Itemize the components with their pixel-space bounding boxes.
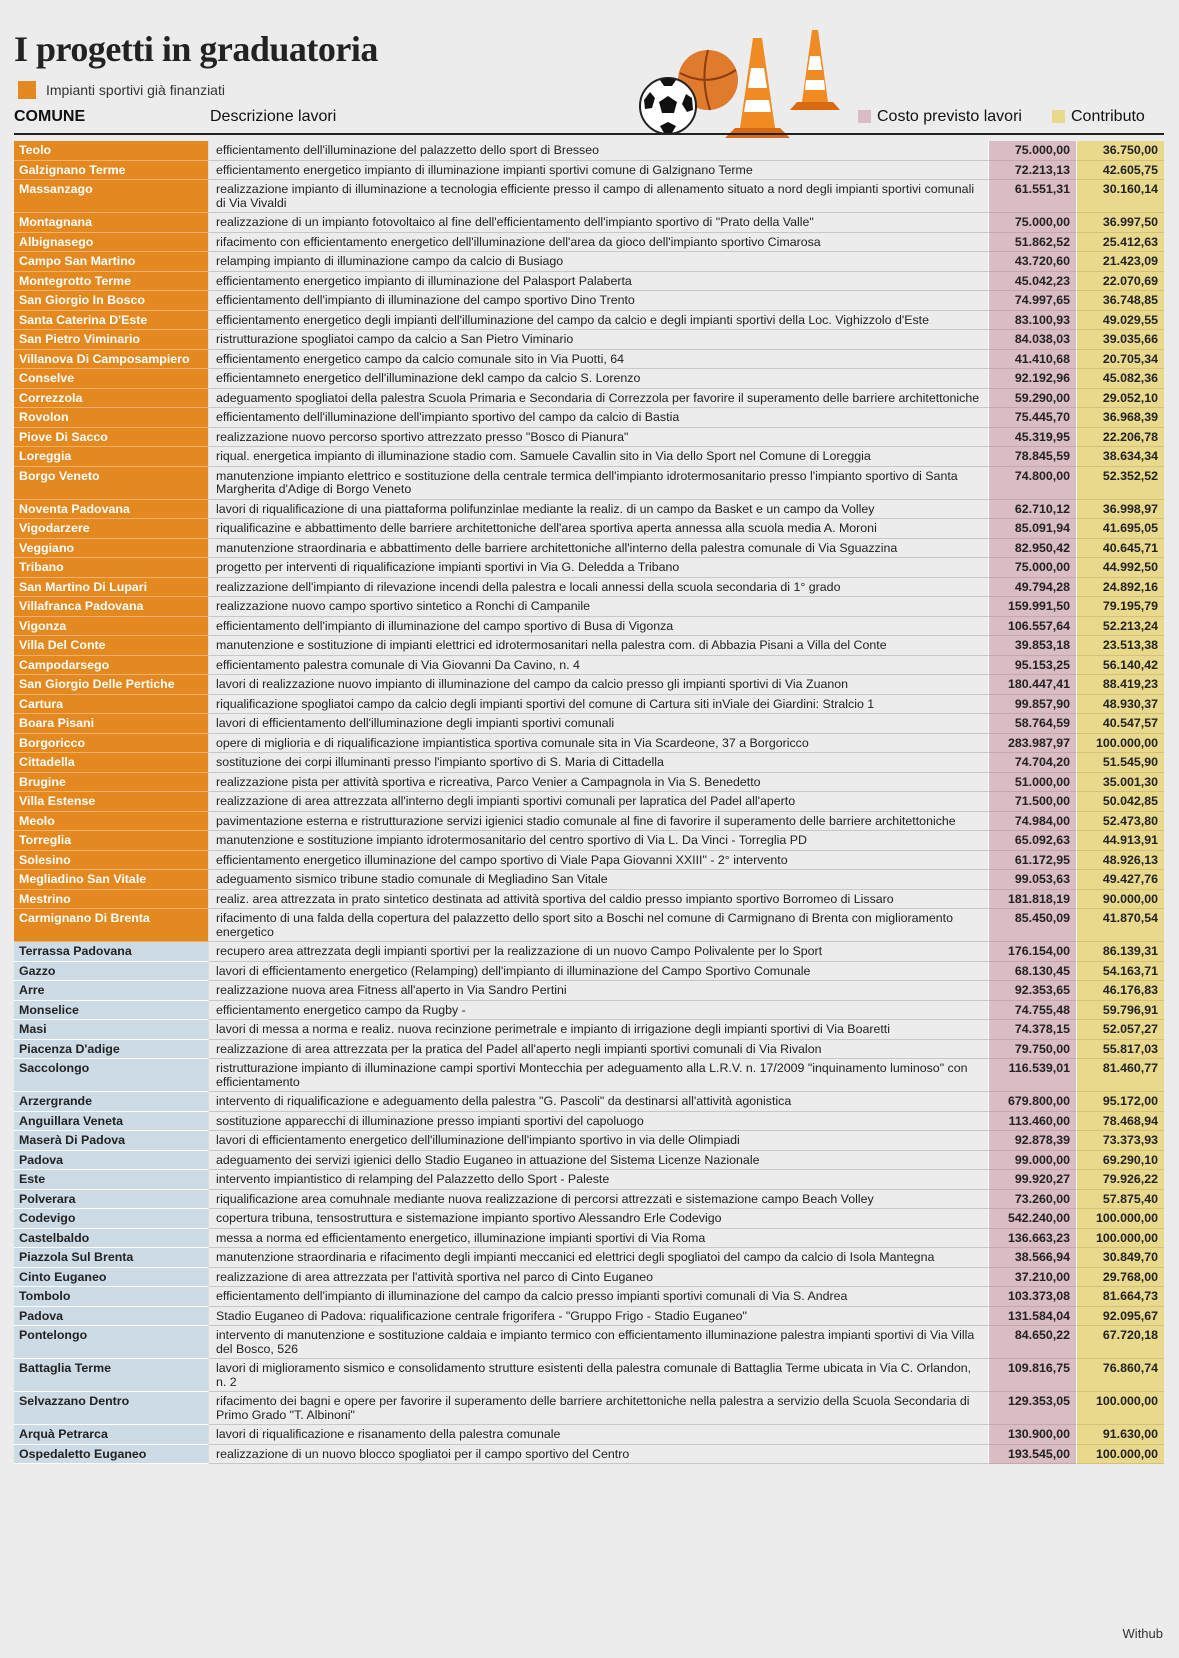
cell-costo: 58.764,59	[988, 714, 1076, 734]
cell-descrizione: manutenzione e sostituzione di impianti elettrici ed idrotermosanitari nella palestra com. di Abbazia Pisani a Villa del Conte	[209, 636, 988, 656]
cell-costo: 180.447,41	[988, 675, 1076, 695]
cell-costo: 38.566,94	[988, 1248, 1076, 1268]
cell-descrizione: ristrutturazione spogliatoi campo da calcio a San Pietro Viminario	[209, 330, 988, 350]
cell-descrizione: sostituzione apparecchi di illuminazione presso impianti sportivi del capoluogo	[209, 1112, 988, 1132]
cell-contributo: 29.052,10	[1076, 389, 1164, 409]
cell-comune: Villa Del Conte	[14, 636, 209, 656]
cell-costo: 84.650,22	[988, 1326, 1076, 1359]
cell-descrizione: realiz. area attrezzata in prato sintetico destinata ad attività sportiva del caldio presso impianto sportivo Borromeo di Lissaro	[209, 890, 988, 910]
cell-contributo: 20.705,34	[1076, 350, 1164, 370]
cell-comune: Megliadino San Vitale	[14, 870, 209, 890]
header-contributo-label: Contributo	[1071, 108, 1145, 125]
cell-costo: 68.130,45	[988, 962, 1076, 982]
cell-contributo: 36.997,50	[1076, 213, 1164, 233]
cell-descrizione: realizzazione pista per attività sportiva e ricreativa, Parco Venier a Campagnola in Via S. Benedetto	[209, 773, 988, 793]
cell-costo: 103.373,08	[988, 1287, 1076, 1307]
cell-comune: Rovolon	[14, 408, 209, 428]
cell-contributo: 55.817,03	[1076, 1040, 1164, 1060]
cell-descrizione: messa a norma ed efficientamento energetico, illuminazione impianti sportivi di Via Roma	[209, 1229, 988, 1249]
cell-costo: 116.539,01	[988, 1059, 1076, 1092]
cell-costo: 75.000,00	[988, 213, 1076, 233]
contribution-swatch	[1052, 110, 1065, 123]
cell-descrizione: progetto per interventi di riqualificazione impianti sportivi in Via G. Deledda a Tribano	[209, 558, 988, 578]
cell-costo: 59.290,00	[988, 389, 1076, 409]
cell-costo: 41.410,68	[988, 350, 1076, 370]
cell-descrizione: realizzazione nuovo percorso sportivo attrezzato presso "Bosco di Pianura"	[209, 428, 988, 448]
cell-costo: 74.378,15	[988, 1020, 1076, 1040]
cell-contributo: 44.992,50	[1076, 558, 1164, 578]
cell-comune: Cartura	[14, 695, 209, 715]
cell-descrizione: lavori di riqualificazione e risanamento della palestra comunale	[209, 1425, 988, 1445]
cell-costo: 84.038,03	[988, 330, 1076, 350]
cell-costo: 43.720,60	[988, 252, 1076, 272]
cell-costo: 51.000,00	[988, 773, 1076, 793]
cell-costo: 79.750,00	[988, 1040, 1076, 1060]
cell-costo: 72.213,13	[988, 161, 1076, 181]
cell-costo: 82.950,42	[988, 539, 1076, 559]
cell-contributo: 73.373,93	[1076, 1131, 1164, 1151]
cell-costo: 83.100,93	[988, 311, 1076, 331]
cell-comune: Piacenza D'adige	[14, 1040, 209, 1060]
cell-comune: Gazzo	[14, 962, 209, 982]
cell-descrizione: efficientamento palestra comunale di Via Giovanni Da Cavino, n. 4	[209, 656, 988, 676]
cell-contributo: 79.195,79	[1076, 597, 1164, 617]
cell-costo: 71.500,00	[988, 792, 1076, 812]
cell-contributo: 52.473,80	[1076, 812, 1164, 832]
cell-descrizione: efficientamento dell'impianto di illuminazione del campo sportivo di Busa di Vigonza	[209, 617, 988, 637]
cell-contributo: 29.768,00	[1076, 1268, 1164, 1288]
cell-costo: 78.845,59	[988, 447, 1076, 467]
cell-contributo: 100.000,00	[1076, 1392, 1164, 1425]
cell-comune: Teolo	[14, 141, 209, 161]
cell-descrizione: manutenzione straordinaria e rifacimento degli impianti meccanici ed elettrici degli spogliatoi del campo da calcio di Isola Mantegna	[209, 1248, 988, 1268]
cell-descrizione: sostituzione dei corpi illuminanti presso l'impianto sportivo di S. Maria di Cittadella	[209, 753, 988, 773]
cell-costo: 679.800,00	[988, 1092, 1076, 1112]
cell-comune: Codevigo	[14, 1209, 209, 1229]
cell-descrizione: realizzazione dell'impianto di rilevazione incendi della palestra e locali annessi della scuola secondaria di 1° grado	[209, 578, 988, 598]
cell-contributo: 49.029,55	[1076, 311, 1164, 331]
cell-contributo: 52.352,52	[1076, 467, 1164, 500]
cell-comune: Campodarsego	[14, 656, 209, 676]
cell-contributo: 52.213,24	[1076, 617, 1164, 637]
cell-contributo: 51.545,90	[1076, 753, 1164, 773]
cell-descrizione: lavori di efficientamento energetico (Relamping) dell'impianto di illuminazione del Campo Sportivo Comunale	[209, 962, 988, 982]
cell-costo: 542.240,00	[988, 1209, 1076, 1229]
cell-contributo: 36.998,97	[1076, 500, 1164, 520]
legend	[18, 80, 225, 100]
cell-contributo: 81.664,73	[1076, 1287, 1164, 1307]
cell-costo: 74.704,20	[988, 753, 1076, 773]
cell-contributo: 45.082,36	[1076, 369, 1164, 389]
cell-descrizione: realizzazione nuovo campo sportivo sintetico a Ronchi di Campanile	[209, 597, 988, 617]
cell-costo: 159.991,50	[988, 597, 1076, 617]
cell-comune: Solesino	[14, 851, 209, 871]
cell-costo: 193.545,00	[988, 1445, 1076, 1465]
cell-costo: 37.210,00	[988, 1268, 1076, 1288]
cell-contributo: 25.412,63	[1076, 233, 1164, 253]
cell-descrizione: pavimentazione esterna e ristrutturazione servizi igienici stadio comunale al fine di favorire il superamento delle barriere architettoniche	[209, 812, 988, 832]
cell-comune: Battaglia Terme	[14, 1359, 209, 1392]
cell-comune: Arre	[14, 981, 209, 1001]
cell-comune: Villanova Di Camposampiero	[14, 350, 209, 370]
cell-comune: Meolo	[14, 812, 209, 832]
cell-costo: 99.920,27	[988, 1170, 1076, 1190]
cell-contributo: 35.001,30	[1076, 773, 1164, 793]
cell-contributo: 38.634,34	[1076, 447, 1164, 467]
cell-descrizione: riqualificazione area comuhnale mediante nuova realizzazione di percorsi attrezzati e sistemazione campo Beach Volley	[209, 1190, 988, 1210]
cell-descrizione: recupero area attrezzata degli impianti sportivi per la realizzazione di un nuovo Campo Polivalente per lo Sport	[209, 942, 988, 962]
cell-descrizione: intervento di manutenzione e sostituzione caldaia e impianto termico con efficientamento illuminazione palestra impianti sportivi di Via Villa del Bosco, 526	[209, 1326, 988, 1359]
page-title: I progetti in graduatoria	[14, 29, 378, 69]
cell-costo: 181.818,19	[988, 890, 1076, 910]
cell-contributo: 42.605,75	[1076, 161, 1164, 181]
cell-descrizione: manutenzione impianto elettrico e sostituzione della centrale termica dell'impianto idrotermosanitario presso l'impianto sportivo di Santa Margherita d'Adige di Borgo Veneto	[209, 467, 988, 500]
cell-costo: 99.000,00	[988, 1151, 1076, 1171]
cell-descrizione: rifacimento dei bagni e opere per favorire il superamento delle barriere architettoniche nella palestra a servizio della Scuola Secondaria di Primo Grado "T. Albinoni"	[209, 1392, 988, 1425]
cell-costo: 92.878,39	[988, 1131, 1076, 1151]
cell-descrizione: efficientamento dell'impianto di illuminazione del campo sportivo Dino Trento	[209, 291, 988, 311]
cell-descrizione: lavori di riqualificazione di una piattaforma polifunzinlae mediante la realiz. di un campo da Basket e un campo da Volley	[209, 500, 988, 520]
cell-costo: 113.460,00	[988, 1112, 1076, 1132]
cell-descrizione: realizzazione di area attrezzata per l'attività sportiva nel parco di Cinto Euganeo	[209, 1268, 988, 1288]
cell-comune: Piazzola Sul Brenta	[14, 1248, 209, 1268]
cell-contributo: 41.870,54	[1076, 909, 1164, 942]
cell-contributo: 79.926,22	[1076, 1170, 1164, 1190]
cell-contributo: 100.000,00	[1076, 1229, 1164, 1249]
cell-costo: 99.857,90	[988, 695, 1076, 715]
cell-descrizione: realizzazione impianto di illuminazione a tecnologia efficiente presso il campo di allenamento situato a nord degli impianti sportivi comunali di Via Vivaldi	[209, 180, 988, 213]
cell-descrizione: lavori di realizzazione nuovo impianto di illuminazione del campo da calcio presso gli impianti sportivi di Via Zuanon	[209, 675, 988, 695]
cell-costo: 106.557,64	[988, 617, 1076, 637]
cell-costo: 99.053,63	[988, 870, 1076, 890]
cell-descrizione: Stadio Euganeo di Padova: riqualificazione centrale frigorifera - "Gruppo Frigo - Stadio Euganeo"	[209, 1307, 988, 1327]
cell-descrizione: opere di miglioria e di riqualificazione impiantistica sportiva comunale sita in Via Scardeone, 37 a Borgoricco	[209, 734, 988, 754]
cell-costo: 74.755,48	[988, 1001, 1076, 1021]
cell-costo: 131.584,04	[988, 1307, 1076, 1327]
cell-contributo: 59.796,91	[1076, 1001, 1164, 1021]
cell-costo: 74.997,65	[988, 291, 1076, 311]
cell-comune: Torreglia	[14, 831, 209, 851]
cell-contributo: 81.460,77	[1076, 1059, 1164, 1092]
cost-swatch	[858, 110, 871, 123]
cell-costo: 49.794,28	[988, 578, 1076, 598]
cell-contributo: 52.057,27	[1076, 1020, 1164, 1040]
cell-contributo: 100.000,00	[1076, 1445, 1164, 1465]
cell-comune: Veggiano	[14, 539, 209, 559]
cell-descrizione: efficientamento energetico campo da calcio comunale sito in Via Puotti, 64	[209, 350, 988, 370]
cell-descrizione: intervento impiantistico di relamping del Palazzetto dello Sport - Paleste	[209, 1170, 988, 1190]
cell-costo: 92.192,96	[988, 369, 1076, 389]
cell-contributo: 21.423,09	[1076, 252, 1164, 272]
cell-descrizione: rifacimento di una falda della copertura del palazzetto dello sport sito a Boschi nel comune di Carmignano di Brenta con miglioramento energetico	[209, 909, 988, 942]
cell-contributo: 56.140,42	[1076, 656, 1164, 676]
traffic-cone-small-icon	[790, 30, 840, 110]
cell-descrizione: efficientamento energetico campo da Rugby -	[209, 1001, 988, 1021]
cell-comune: Brugine	[14, 773, 209, 793]
cell-contributo: 48.926,13	[1076, 851, 1164, 871]
source-credit: Withub	[1122, 1626, 1163, 1641]
cell-comune: Carmignano Di Brenta	[14, 909, 209, 942]
cell-descrizione: ristrutturazione impianto di illuminazione campi sportivi Montecchia per adeguamento alla L.R.V. n. 17/2009 "inquinamento luminoso" con efficientamento	[209, 1059, 988, 1092]
cell-comune: Tribano	[14, 558, 209, 578]
cell-contributo: 30.849,70	[1076, 1248, 1164, 1268]
cell-descrizione: realizzazione di un nuovo blocco spogliatoi per il campo sportivo del Centro	[209, 1445, 988, 1465]
cell-contributo: 30.160,14	[1076, 180, 1164, 213]
cell-contributo: 76.860,74	[1076, 1359, 1164, 1392]
cell-contributo: 91.630,00	[1076, 1425, 1164, 1445]
cell-comune: Selvazzano Dentro	[14, 1392, 209, 1425]
cell-descrizione: realizzazione di un impianto fotovoltaico al fine dell'efficientamento dell'impianto sportivo di "Prato della Valle"	[209, 213, 988, 233]
cell-comune: Montagnana	[14, 213, 209, 233]
cell-descrizione: realizzazione di area attrezzata all'interno degli impianti sportivi comunali per lapratica del Padel all'aperto	[209, 792, 988, 812]
cell-descrizione: realizzazione nuova area Fitness all'aperto in Via Sandro Pertini	[209, 981, 988, 1001]
cell-contributo: 36.750,00	[1076, 141, 1164, 161]
sports-cones-ball-illustration	[630, 18, 870, 146]
cell-contributo: 100.000,00	[1076, 1209, 1164, 1229]
cell-comune: San Giorgio Delle Pertiche	[14, 675, 209, 695]
cell-costo: 65.092,63	[988, 831, 1076, 851]
cell-costo: 51.862,52	[988, 233, 1076, 253]
legend-swatch-financed	[18, 81, 36, 99]
cell-descrizione: rifacimento con efficientamento energetico dell'illuminazione dell'area da gioco dell'impianto sportivo Cimarosa	[209, 233, 988, 253]
cell-comune: Loreggia	[14, 447, 209, 467]
cell-comune: Piove Di Sacco	[14, 428, 209, 448]
cell-comune: Villafranca Padovana	[14, 597, 209, 617]
cell-contributo: 69.290,10	[1076, 1151, 1164, 1171]
cell-comune: Pontelongo	[14, 1326, 209, 1359]
cell-costo: 109.816,75	[988, 1359, 1076, 1392]
cell-costo: 39.853,18	[988, 636, 1076, 656]
cell-descrizione: efficientamento energetico impianto di illuminazione del Palasport Palaberta	[209, 272, 988, 292]
cell-contributo: 49.427,76	[1076, 870, 1164, 890]
cell-contributo: 86.139,31	[1076, 942, 1164, 962]
cell-contributo: 44.913,91	[1076, 831, 1164, 851]
cell-contributo: 50.042,85	[1076, 792, 1164, 812]
cell-comune: Saccolongo	[14, 1059, 209, 1092]
cell-costo: 61.172,95	[988, 851, 1076, 871]
cell-descrizione: adeguamento spogliatoi della palestra Scuola Primaria e Secondaria di Correzzola per favorire il superamento delle barriere architettoniche	[209, 389, 988, 409]
cell-costo: 62.710,12	[988, 500, 1076, 520]
cell-costo: 92.353,65	[988, 981, 1076, 1001]
cell-descrizione: riqual. energetica impianto di illuminazione stadio com. Samuele Cavallin sito in Via dello Sport nel Comune di Loreggia	[209, 447, 988, 467]
cell-costo: 85.091,94	[988, 519, 1076, 539]
cell-comune: Galzignano Terme	[14, 161, 209, 181]
cell-contributo: 88.419,23	[1076, 675, 1164, 695]
cell-contributo: 23.513,38	[1076, 636, 1164, 656]
cell-comune: Noventa Padovana	[14, 500, 209, 520]
cell-comune: Correzzola	[14, 389, 209, 409]
cell-comune: San Giorgio In Bosco	[14, 291, 209, 311]
cell-contributo: 100.000,00	[1076, 734, 1164, 754]
cell-descrizione: adeguamento sismico tribune stadio comunale di Megliadino San Vitale	[209, 870, 988, 890]
cell-contributo: 40.645,71	[1076, 539, 1164, 559]
legend-label: Impianti sportivi già finanziati	[46, 82, 225, 98]
cell-descrizione: adeguamento dei servizi igienici dello Stadio Euganeo in attuazione del Sistema Licenze Nazionale	[209, 1151, 988, 1171]
cell-descrizione: efficientamneto energetico dell'illuminazione dekl campo da calcio S. Lorenzo	[209, 369, 988, 389]
cell-comune: Anguillara Veneta	[14, 1112, 209, 1132]
cell-comune: Boara Pisani	[14, 714, 209, 734]
cell-descrizione: efficientamento energetico impianto di illuminazione impianti sportivi comune di Galzignano Terme	[209, 161, 988, 181]
cell-comune: Cittadella	[14, 753, 209, 773]
cell-costo: 129.353,05	[988, 1392, 1076, 1425]
cell-costo: 75.445,70	[988, 408, 1076, 428]
cell-comune: Arquà Petrarca	[14, 1425, 209, 1445]
cell-descrizione: lavori di miglioramento sismico e consolidamento strutture esistenti della palestra comunale di Battaglia Terme ubicata in Via C. Orlandon, n. 2	[209, 1359, 988, 1392]
cell-contributo: 54.163,71	[1076, 962, 1164, 982]
cell-comune: Cinto Euganeo	[14, 1268, 209, 1288]
cell-descrizione: lavori di efficientamento dell'illuminazione degli impianti sportivi comunali	[209, 714, 988, 734]
cell-contributo: 22.070,69	[1076, 272, 1164, 292]
cell-costo: 75.000,00	[988, 141, 1076, 161]
cell-comune: Tombolo	[14, 1287, 209, 1307]
cell-comune: Massanzago	[14, 180, 209, 213]
cell-costo: 176.154,00	[988, 942, 1076, 962]
cell-descrizione: intervento di riqualificazione e adeguamento della palestra "G. Pascoli" da destinarsi all'attività agonistica	[209, 1092, 988, 1112]
cell-descrizione: efficientamento dell'illuminazione del palazzetto dello sport di Bresseo	[209, 141, 988, 161]
cell-descrizione: copertura tribuna, tensostruttura e sistemazione impianto sportivo Alessandro Erle Codevigo	[209, 1209, 988, 1229]
cell-contributo: 36.968,39	[1076, 408, 1164, 428]
cell-contributo: 41.695,05	[1076, 519, 1164, 539]
cell-comune: Masi	[14, 1020, 209, 1040]
cell-contributo: 24.892,16	[1076, 578, 1164, 598]
cell-descrizione: efficientamento dell'impianto di illuminazione del campo da calcio presso impianti sportivi comunali di Via S. Andrea	[209, 1287, 988, 1307]
soccer-ball-icon	[640, 78, 696, 134]
header-costo	[858, 108, 1022, 126]
header-contributo	[1052, 108, 1145, 126]
header-descrizione: Descrizione lavori	[210, 108, 337, 125]
cell-comune: Borgo Veneto	[14, 467, 209, 500]
cell-contributo: 57.875,40	[1076, 1190, 1164, 1210]
cell-costo: 74.984,00	[988, 812, 1076, 832]
projects-table	[14, 141, 1164, 1464]
header-costo-label: Costo previsto lavori	[877, 108, 1022, 125]
cell-descrizione: manutenzione e sostituzione impianto idrotermosanitario del centro sportivo di Via L. Da Vinci - Torreglia PD	[209, 831, 988, 851]
cell-comune: Villa Estense	[14, 792, 209, 812]
cell-descrizione: efficientamento energetico illuminazione del campo sportivo di Viale Papa Giovanni XXIII" - 2° intervento	[209, 851, 988, 871]
cell-comune: Borgoricco	[14, 734, 209, 754]
cell-comune: Padova	[14, 1307, 209, 1327]
cell-comune: Ospedaletto Euganeo	[14, 1445, 209, 1465]
cell-contributo: 67.720,18	[1076, 1326, 1164, 1359]
cell-costo: 73.260,00	[988, 1190, 1076, 1210]
cell-comune: Padova	[14, 1151, 209, 1171]
cell-descrizione: riqualificazine e abbattimento delle barriere architettoniche dell'area sportiva aperta annessa alla scuola media A. Moroni	[209, 519, 988, 539]
cell-comune: San Martino Di Lupari	[14, 578, 209, 598]
cell-descrizione: riqualificazione spogliatoi campo da calcio degli impianti sportivi del comune di Cartura siti inViale dei Giardini: Stralcio 1	[209, 695, 988, 715]
cell-contributo: 46.176,83	[1076, 981, 1164, 1001]
cell-contributo: 39.035,66	[1076, 330, 1164, 350]
cell-costo: 45.042,23	[988, 272, 1076, 292]
cell-comune: Polverara	[14, 1190, 209, 1210]
header-rule	[14, 133, 1164, 135]
cell-comune: Vigonza	[14, 617, 209, 637]
cell-costo: 74.800,00	[988, 467, 1076, 500]
cell-comune: Arzergrande	[14, 1092, 209, 1112]
cell-comune: Mestrino	[14, 890, 209, 910]
cell-comune: Castelbaldo	[14, 1229, 209, 1249]
cell-costo: 75.000,00	[988, 558, 1076, 578]
cell-contributo: 48.930,37	[1076, 695, 1164, 715]
cell-contributo: 22.206,78	[1076, 428, 1164, 448]
cell-costo: 85.450,09	[988, 909, 1076, 942]
cell-contributo: 90.000,00	[1076, 890, 1164, 910]
cell-comune: Monselice	[14, 1001, 209, 1021]
cell-contributo: 36.748,85	[1076, 291, 1164, 311]
cell-descrizione: efficientamento energetico degli impianti dell'illuminazione del campo da calcio e degli impianti sportivi della Loc. Vighizzolo d'Este	[209, 311, 988, 331]
cell-comune: Vigodarzere	[14, 519, 209, 539]
cell-descrizione: realizzazione di area attrezzata per la pratica del Padel all'aperto negli impianti sportivi comunali di Via Rivalon	[209, 1040, 988, 1060]
cell-comune: Santa Caterina D'Este	[14, 311, 209, 331]
cell-descrizione: manutenzione straordinaria e abbattimento delle barriere architettoniche all'interno della palestra comunale di Via Sguazzina	[209, 539, 988, 559]
cell-contributo: 40.547,57	[1076, 714, 1164, 734]
cell-costo: 95.153,25	[988, 656, 1076, 676]
cell-descrizione: lavori di efficientamento energetico dell'illuminazione dell'impianto sportivo in via delle Olimpiadi	[209, 1131, 988, 1151]
cell-costo: 45.319,95	[988, 428, 1076, 448]
cell-costo: 130.900,00	[988, 1425, 1076, 1445]
cell-comune: Montegrotto Terme	[14, 272, 209, 292]
cell-comune: Este	[14, 1170, 209, 1190]
cell-comune: Albignasego	[14, 233, 209, 253]
cell-contributo: 95.172,00	[1076, 1092, 1164, 1112]
cell-descrizione: relamping impianto di illuminazione campo da calcio di Busiago	[209, 252, 988, 272]
header-comune: COMUNE	[14, 108, 86, 125]
cell-comune: San Pietro Viminario	[14, 330, 209, 350]
cell-comune: Terrassa Padovana	[14, 942, 209, 962]
cell-comune: Maserà Di Padova	[14, 1131, 209, 1151]
cell-comune: Campo San Martino	[14, 252, 209, 272]
cell-contributo: 78.468,94	[1076, 1112, 1164, 1132]
cell-costo: 283.987,97	[988, 734, 1076, 754]
cell-contributo: 92.095,67	[1076, 1307, 1164, 1327]
cell-costo: 61.551,31	[988, 180, 1076, 213]
cell-descrizione: lavori di messa a norma e realiz. nuova recinzione perimetrale e impianto di irrigazione degli impianti sportivi di Via Boaretti	[209, 1020, 988, 1040]
cell-comune: Conselve	[14, 369, 209, 389]
cell-descrizione: efficientamento dell'illuminazione dell'impianto sportivo del campo da calcio di Bastia	[209, 408, 988, 428]
cell-costo: 136.663,23	[988, 1229, 1076, 1249]
